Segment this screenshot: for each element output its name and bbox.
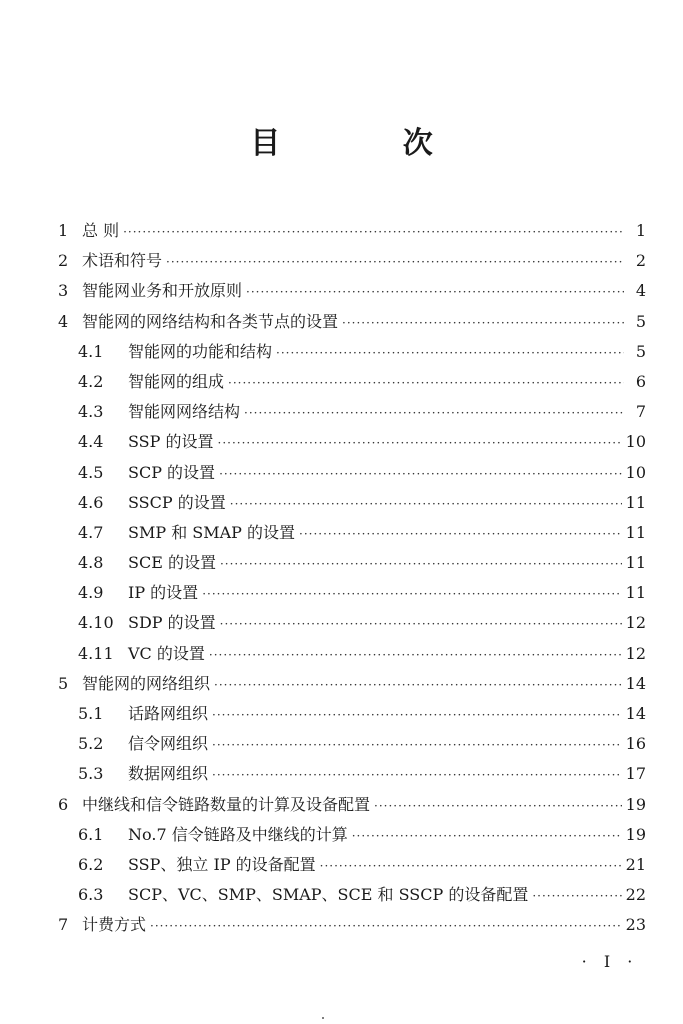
toc-label: 计费方式 [82,915,147,935]
toc-number: 4.10 [78,613,114,633]
toc-page: 11 [625,492,646,512]
toc-number: 5.1 [78,704,104,723]
toc-label: 智能网的网络结构和各类节点的设置 [82,311,339,331]
toc-page: 7 [635,402,646,422]
toc-leader [214,670,622,699]
toc-entry[interactable] [58,427,646,457]
page-title: 目 次 [250,126,489,161]
table-of-contents [58,216,646,941]
toc-number: 4.5 [78,462,104,482]
toc-entry[interactable] [58,337,646,367]
toc-number: 2 [58,251,69,271]
toc-number: 4.7 [78,522,104,542]
toc-label: 总 则 [82,221,120,240]
toc-leader [320,851,622,880]
toc-label: SDP 的设置 [128,613,216,633]
toc-entry[interactable] [58,367,646,397]
toc-page: 6 [635,371,646,391]
toc-entry[interactable] [58,639,646,669]
toc-leader [342,308,624,337]
toc-number: 6.3 [78,885,104,905]
toc-label: SCE 的设置 [128,553,216,573]
toc-page: 16 [625,734,646,754]
toc-label: No.7 信令链路及中继线的计算 [128,824,348,844]
toc-label: 话路网组织 [128,704,209,723]
toc-leader [219,459,622,488]
toc-page: 23 [625,915,646,935]
toc-page: 11 [625,583,646,603]
toc-number: 5.2 [78,734,104,754]
toc-number: 4.4 [78,432,104,452]
toc-number: 4.1 [78,341,104,361]
toc-label: SSP、独立 IP 的设备配置 [128,854,316,874]
toc-page: 10 [625,462,646,482]
toc-page: 21 [625,854,646,874]
toc-entry[interactable] [58,458,646,488]
toc-leader [374,791,622,820]
toc-entry[interactable] [58,790,646,820]
toc-leader [123,217,624,246]
toc-number: 4.8 [78,553,104,573]
toc-leader [244,398,624,427]
toc-entry[interactable] [58,307,646,337]
scan-speck [322,1017,324,1019]
toc-number: 4.6 [78,492,104,512]
toc-page: 14 [625,704,646,723]
toc-entry[interactable] [58,276,646,306]
toc-entry[interactable] [58,548,646,578]
toc-label: 信令网组织 [128,734,209,754]
toc-number: 6 [58,794,69,814]
toc-page: 11 [625,553,646,573]
toc-number: 4 [58,311,69,331]
toc-number: 4.9 [78,583,104,603]
toc-number: 7 [58,915,69,935]
toc-page: 5 [635,311,646,331]
toc-page: 4 [635,281,646,301]
toc-label: 术语和符号 [82,251,163,271]
toc-label: 智能网网络结构 [128,402,241,422]
toc-page: 14 [625,673,646,693]
toc-number: 3 [58,281,69,301]
toc-entry[interactable] [58,880,646,910]
toc-label: SCP 的设置 [128,462,216,482]
toc-entry[interactable] [58,669,646,699]
toc-entry[interactable] [58,729,646,759]
toc-page: 22 [625,885,646,905]
toc-entry[interactable] [58,910,646,940]
toc-leader [212,760,622,789]
toc-number: 4.11 [78,643,114,663]
toc-entry[interactable] [58,820,646,850]
toc-number: 5 [58,673,69,693]
toc-label: VC 的设置 [128,643,205,663]
toc-leader [202,579,621,608]
toc-leader [166,247,624,276]
toc-number: 4.3 [78,402,104,422]
toc-label: IP 的设置 [128,583,199,603]
toc-page: 2 [635,251,646,271]
toc-page: 11 [625,522,646,542]
toc-leader [299,519,622,548]
toc-entry[interactable] [58,578,646,608]
toc-leader [218,428,622,457]
toc-number: 6.1 [78,824,104,844]
toc-leader [209,640,622,669]
toc-page: 12 [625,643,646,663]
toc-entry[interactable] [58,216,646,246]
toc-label: 智能网的功能和结构 [128,341,273,361]
toc-page: 10 [625,432,646,452]
toc-label: SSCP 的设置 [128,492,226,512]
toc-page: 17 [625,764,646,784]
page-number-footer: · I · [581,952,639,971]
toc-label: 智能网的网络组织 [82,673,211,693]
toc-leader [220,549,622,578]
toc-label: SCP、VC、SMP、SMAP、SCE 和 SSCP 的设备配置 [128,885,529,905]
toc-number: 1 [58,221,69,240]
toc-label: SMP 和 SMAP 的设置 [128,522,296,542]
toc-entry[interactable] [58,699,646,729]
toc-entry[interactable] [58,759,646,789]
toc-label: 智能网业务和开放原则 [82,281,243,301]
toc-leader [212,730,622,759]
toc-leader [352,821,622,850]
toc-entry[interactable] [58,518,646,548]
toc-leader [228,368,624,397]
toc-number: 4.2 [78,371,104,391]
toc-entry[interactable] [58,608,646,638]
toc-number: 6.2 [78,854,104,874]
toc-leader [220,609,622,638]
toc-page: 5 [635,341,646,361]
toc-page: 1 [635,221,646,240]
toc-label: 中继线和信令链路数量的计算及设备配置 [82,794,371,814]
toc-label: SSP 的设置 [128,432,214,452]
toc-entry[interactable] [58,850,646,880]
toc-page: 19 [625,794,646,814]
toc-leader [276,338,624,367]
toc-leader [532,881,621,910]
toc-entry[interactable] [58,488,646,518]
toc-entry[interactable] [58,246,646,276]
toc-leader [246,277,624,306]
toc-leader [150,911,622,940]
toc-entry[interactable] [58,397,646,427]
toc-page: 12 [625,613,646,633]
toc-leader [230,489,622,518]
toc-page: 19 [625,824,646,844]
toc-label: 数据网组织 [128,764,209,784]
toc-leader [212,700,622,729]
toc-number: 5.3 [78,764,104,784]
toc-label: 智能网的组成 [128,371,225,391]
